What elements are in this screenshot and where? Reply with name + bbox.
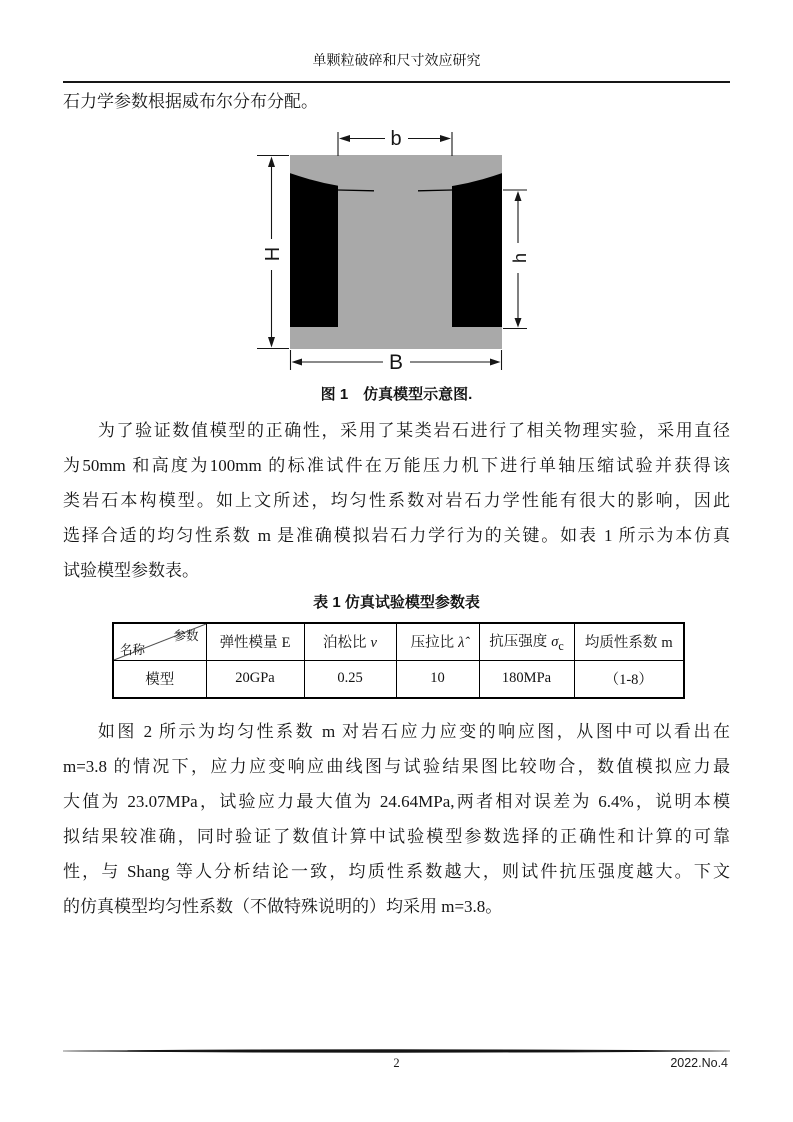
symbol-E: E (281, 635, 291, 652)
page-number: 2 (393, 1056, 400, 1070)
symbol-sigma: σ (551, 633, 559, 650)
symbol-lambda-hat: λ̂ (458, 635, 465, 652)
specimen-diagram-svg (250, 117, 550, 389)
paragraph-line: 为了验证数值模型的正确性，采用了某类岩石进行了相关物理实验，采用直径 (97, 421, 730, 440)
running-header-title: 单颗粒破碎和尺寸效应研究 (312, 54, 481, 69)
row-name-cell: 模型 (113, 660, 206, 698)
paragraph-1 (63, 413, 730, 588)
header-cell-compression-tension-ratio: 压拉比 λ̂ (396, 623, 479, 660)
corner-cell (113, 623, 206, 660)
paragraph-line: 选择合适的均匀性系数 m 是准确模拟岩石力学行为的关键。如表 1 所示为本仿真 (63, 526, 730, 545)
header-cell-elastic-modulus: 弹性模量 E (206, 623, 304, 660)
left-black-block (290, 160, 338, 327)
table-title: 表 1 仿真试验模型参数表 (313, 594, 480, 611)
symbol-sigma-sub: c (558, 638, 564, 653)
header-cell-homogeneity-index: 均质性系数 m (574, 623, 684, 660)
paragraph-line: 类岩石本构模型。如上文所述，均匀性系数对岩石力学性能有很大的影响，因此 (63, 491, 730, 510)
value-homogeneity-index: （1-8） (574, 660, 684, 698)
arc-line-right (418, 190, 452, 191)
symbol-m: m (661, 635, 673, 652)
dim-label-b: b (390, 128, 402, 150)
paragraph-line: 如图 2 所示为均匀性系数 m 对岩石应力应变的响应图，从图中可以看出在 (97, 722, 730, 741)
paragraph-line: 拟结果较准确，同时验证了数值计算中试验模型参数选择的正确性和计算的可靠 (63, 827, 730, 846)
symbol-nu: ν (370, 635, 377, 652)
header-cell-compressive-strength: 抗压强度 $\sigma_c$ (479, 623, 574, 660)
corner-label-parameter: 参数 (173, 629, 199, 643)
header-cell-poisson-ratio: 泊松比 ν (304, 623, 396, 660)
footer-row (63, 1056, 730, 1074)
figure-caption: 图 1 仿真模型示意图. (320, 386, 473, 403)
value-compressive-strength: 180MPa (479, 660, 574, 698)
parameters-table (112, 622, 685, 699)
paragraph-line: m=3.8 的情况下，应力应变响应曲线图与试验结果图比较吻合，数值模拟应力最 (63, 757, 730, 776)
paragraph-line: 性，与 Shang 等人分析结论一致，均质性系数越大，则试件抗压强度越大。下文 (63, 862, 730, 881)
footer-rule (63, 1048, 730, 1054)
intro-line: 石力学参数根据威布尔分布分配。 (63, 92, 318, 111)
issue-label: 2022.No.4 (670, 1056, 728, 1070)
figure-1 (63, 117, 730, 405)
value-compression-tension-ratio: 10 (396, 660, 479, 698)
page-footer (63, 1048, 730, 1074)
corner-label-name: 名称 (120, 642, 146, 657)
value-poisson-ratio: 0.25 (304, 660, 396, 698)
table-data-row (113, 660, 684, 698)
paragraph-line: 为50mm 和高度为100mm 的标准试件在万能压力机下进行单轴压缩试验并获得该 (63, 456, 730, 475)
paragraph-line: 的仿真模型均匀性系数（不做特殊说明的）均采用 m=3.8。 (63, 897, 503, 916)
header-rule (63, 81, 730, 83)
dim-label-B: B (388, 351, 404, 374)
dim-label-H: H (262, 246, 284, 262)
right-black-block (452, 160, 502, 327)
value-elastic-modulus: 20GPa (206, 660, 304, 698)
arc-line-left (338, 190, 374, 191)
paragraph-line: 试验模型参数表。 (63, 561, 199, 580)
paragraph-2 (63, 714, 730, 924)
paragraph-line: 大值为 23.07MPa，试验应力最大值为 24.64MPa,两者相对误差为 6.4%，说明本模 (63, 792, 730, 811)
table-header-row (113, 623, 684, 660)
dim-label-h: h (510, 252, 530, 264)
